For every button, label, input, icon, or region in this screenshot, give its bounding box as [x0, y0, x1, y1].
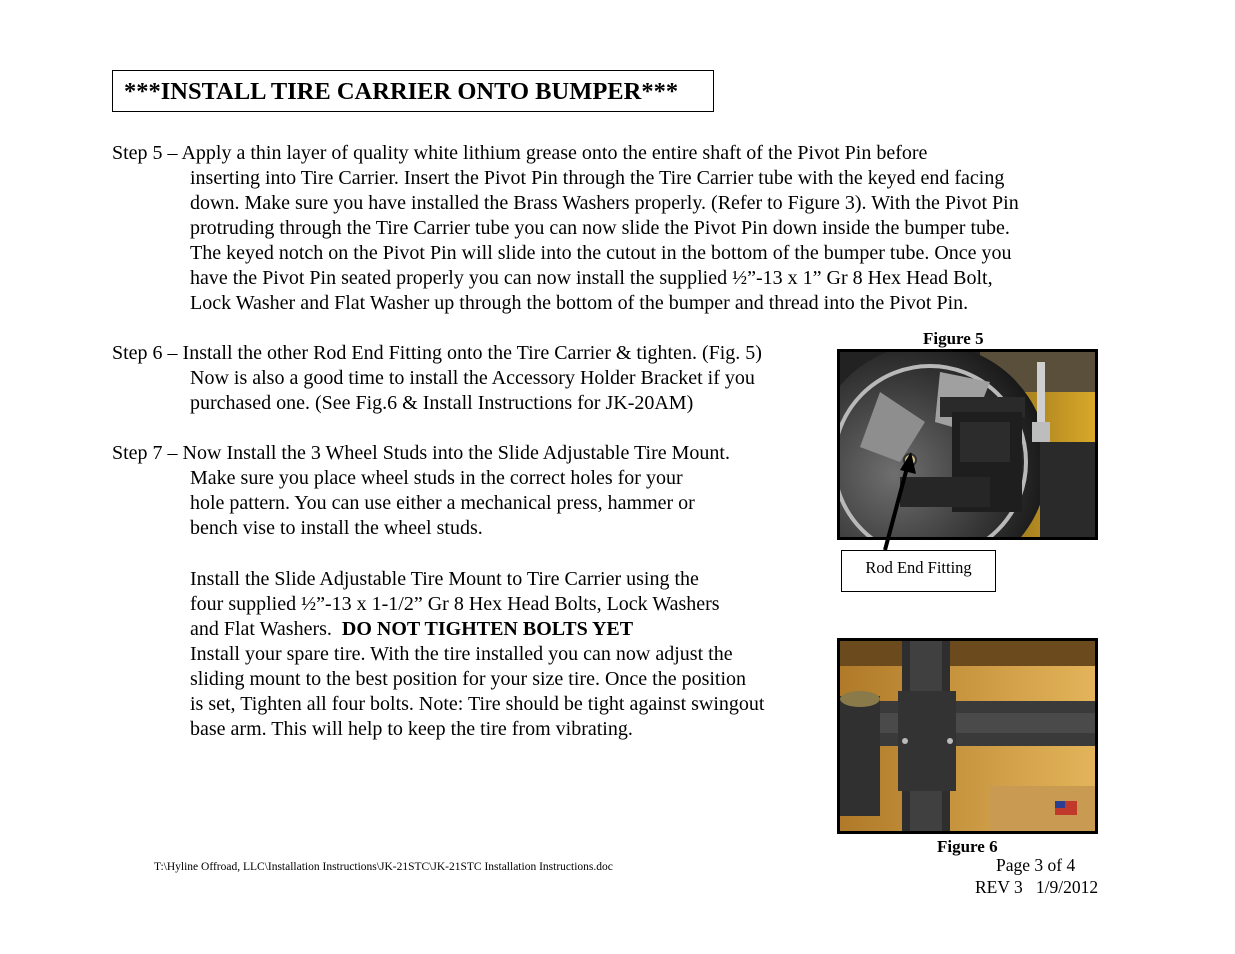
- spare-instruction-line: sliding mount to the best position for your size tire. Once the position: [190, 668, 747, 690]
- step-5-line: The keyed notch on the Pivot Pin will slide into the cutout in the bottom of the bumper tube. Once you: [190, 242, 1012, 264]
- warning-text: DO NOT TIGHTEN BOLTS YET: [341, 618, 634, 640]
- page-title: ***INSTALL TIRE CARRIER ONTO BUMPER***: [112, 70, 714, 112]
- step-5-line: down. Make sure you have installed the Brass Washers properly. (Refer to Figure 3). With the Pivot Pin: [190, 192, 1019, 214]
- figure-6-photo: [837, 638, 1098, 834]
- figure-6-illustration: [840, 641, 1095, 831]
- step-7-line: Make sure you place wheel studs in the correct holes for your: [190, 467, 683, 489]
- spare-instruction-line: base arm. This will help to keep the tire from vibrating.: [190, 718, 633, 740]
- step-6-line: purchased one. (See Fig.6 & Install Instructions for JK-20AM): [190, 392, 694, 414]
- step-6-line: Now is also a good time to install the Accessory Holder Bracket if you: [190, 367, 755, 389]
- step-5-line: inserting into Tire Carrier. Insert the Pivot Pin through the Tire Carrier tube with the keyed end facing: [190, 167, 1005, 189]
- step-5-line: Step 5 – Apply a thin layer of quality white lithium grease onto the entire shaft of the Pivot Pin before: [112, 142, 928, 164]
- spare-instruction-line: Install your spare tire. With the tire installed you can now adjust the: [190, 643, 733, 665]
- spare-instruction-line: is set, Tighten all four bolts. Note: Tire should be tight against swingout: [190, 693, 765, 715]
- step-5-line: Lock Washer and Flat Washer up through the bottom of the bumper and thread into the Pivot Pin.: [190, 292, 969, 314]
- step-7-line: hole pattern. You can use either a mechanical press, hammer or: [190, 492, 695, 514]
- step-5-line: have the Pivot Pin seated properly you can now install the supplied ½”-13 x 1” Gr 8 Hex Head Bolt,: [190, 267, 993, 289]
- figure-5-caption: Figure 5: [923, 329, 984, 348]
- mount-instruction-line: [190, 617, 633, 642]
- revision-date: REV 3 1/9/2012: [975, 877, 1099, 897]
- step-7-line: bench vise to install the wheel studs.: [190, 517, 483, 539]
- figure-6-caption: Figure 6: [937, 837, 998, 856]
- mount-instruction-line: four supplied ½”-13 x 1-1/2” Gr 8 Hex Head Bolts, Lock Washers: [190, 593, 720, 615]
- footer-file-path: T:\Hyline Offroad, LLC\Installation Instructions\JK-21STC\JK-21STC Installation Instructions.doc: [154, 861, 613, 873]
- step-7-line: Step 7 – Now Install the 3 Wheel Studs into the Slide Adjustable Tire Mount.: [112, 442, 730, 464]
- washers-text: and Flat Washers.: [190, 618, 342, 640]
- callout-arrow: [870, 450, 920, 555]
- step-5-line: protruding through the Tire Carrier tube you can now slide the Pivot Pin down inside the bumper tube.: [190, 217, 1010, 239]
- step-6-line: Step 6 – Install the other Rod End Fitting onto the Tire Carrier & tighten. (Fig. 5): [112, 342, 762, 364]
- rod-end-fitting-callout: Rod End Fitting: [841, 550, 996, 592]
- mount-instruction-line: Install the Slide Adjustable Tire Mount to Tire Carrier using the: [190, 568, 699, 590]
- page-number: Page 3 of 4: [996, 855, 1076, 875]
